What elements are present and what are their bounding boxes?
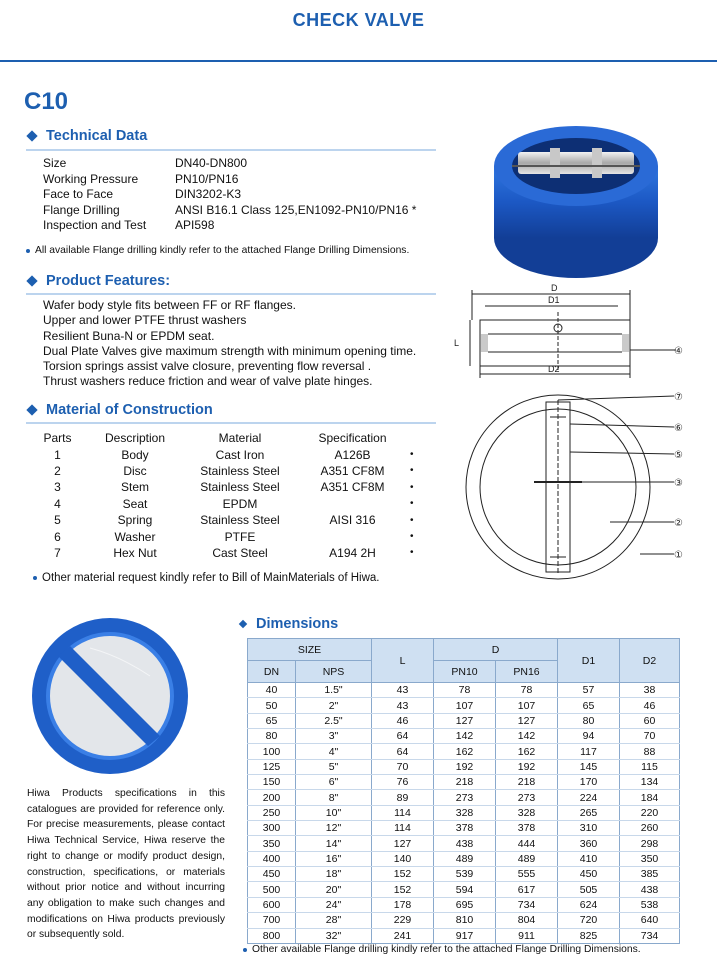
table-cell: 150 <box>248 775 296 790</box>
material-part: 6 <box>54 529 61 544</box>
table-cell: 600 <box>248 897 296 912</box>
material-row <box>30 479 424 495</box>
table-cell: 46 <box>372 713 434 728</box>
table-cell: 360 <box>558 836 620 851</box>
table-cell: 594 <box>434 882 496 897</box>
table-cell: 438 <box>620 882 680 897</box>
technical-data-heading <box>28 128 147 144</box>
table-cell: 28" <box>296 913 372 928</box>
table-cell: 489 <box>496 851 558 866</box>
material-title: Material of Construction <box>46 402 213 418</box>
table-cell: 162 <box>434 744 496 759</box>
table-cell: 16" <box>296 851 372 866</box>
material-spec: AISI 316 <box>329 513 376 528</box>
feature-item: Thrust washers reduce friction and wear of valve plate hinges. <box>43 374 373 389</box>
table-cell: 178 <box>372 897 434 912</box>
table-cell: 200 <box>248 790 296 805</box>
title-divider <box>0 60 717 62</box>
callout-4: ④ <box>674 346 683 357</box>
table-cell: 76 <box>372 775 434 790</box>
table-cell: 192 <box>434 759 496 774</box>
flange-note-text: All available Flange drilling kindly refer to the attached Flange Drilling Dimensions. <box>35 245 410 256</box>
page-title: CHECK VALVE <box>292 10 425 30</box>
col-parts: Parts <box>43 431 72 446</box>
table-cell: 18" <box>296 867 372 882</box>
features-list <box>43 298 416 390</box>
table-cell: 2" <box>296 698 372 713</box>
material-part: 4 <box>54 496 61 511</box>
table-cell: 170 <box>558 775 620 790</box>
header-d1: D1 <box>558 639 620 683</box>
table-cell: 5" <box>296 759 372 774</box>
material-table-header <box>30 430 424 446</box>
material-description: Stem <box>120 480 149 495</box>
material-row <box>30 496 424 512</box>
material-description: Disc <box>123 463 147 478</box>
spec-row <box>43 218 416 234</box>
table-cell: 114 <box>372 821 434 836</box>
table-cell: 43 <box>372 683 434 698</box>
material-material: Stainless Steel <box>200 463 280 478</box>
table-cell: 300 <box>248 821 296 836</box>
table-cell: 50 <box>248 698 296 713</box>
material-mark: • <box>410 514 414 526</box>
table-cell: 539 <box>434 867 496 882</box>
table-row <box>248 698 680 713</box>
table-row <box>248 790 680 805</box>
callout-6: ⑥ <box>674 423 683 434</box>
table-cell: 20" <box>296 882 372 897</box>
table-cell: 46 <box>620 698 680 713</box>
spec-label: Size <box>43 156 67 170</box>
table-cell: 250 <box>248 805 296 820</box>
table-cell: 117 <box>558 744 620 759</box>
table-cell: 6" <box>296 775 372 790</box>
dimensions-table <box>247 638 680 944</box>
table-cell: 220 <box>620 805 680 820</box>
table-cell: 505 <box>558 882 620 897</box>
table-cell: 328 <box>434 805 496 820</box>
table-cell: 40 <box>248 683 296 698</box>
table-row <box>248 759 680 774</box>
feature-item: Upper and lower PTFE thrust washers <box>43 313 247 328</box>
table-cell: 260 <box>620 821 680 836</box>
table-row <box>248 897 680 912</box>
table-cell: 127 <box>434 713 496 728</box>
table-cell: 43 <box>372 698 434 713</box>
table-cell: 224 <box>558 790 620 805</box>
table-cell: 2.5" <box>296 713 372 728</box>
table-cell: 273 <box>496 790 558 805</box>
header-dn: DN <box>248 661 296 683</box>
spec-value: ANSI B16.1 Class 125,EN1092-PN10/PN16 * <box>175 202 417 217</box>
material-material: Cast Iron <box>215 447 265 462</box>
table-cell: 378 <box>434 821 496 836</box>
material-material: Stainless Steel <box>200 480 280 495</box>
material-spec: A351 CF8M <box>320 480 385 495</box>
material-mark: • <box>410 531 414 543</box>
material-table <box>30 430 424 561</box>
material-note-text: Other material request kindly refer to Bill of MainMaterials of Hiwa. <box>42 572 380 584</box>
material-material: PTFE <box>224 529 256 544</box>
material-part: 7 <box>54 545 61 560</box>
table-cell: 10" <box>296 805 372 820</box>
table-cell: 12" <box>296 821 372 836</box>
table-cell: 107 <box>496 698 558 713</box>
material-description: Hex Nut <box>113 545 157 560</box>
table-cell: 378 <box>496 821 558 836</box>
table-cell: 218 <box>434 775 496 790</box>
heading-underline <box>26 149 436 151</box>
table-cell: 298 <box>620 836 680 851</box>
table-cell: 734 <box>620 928 680 943</box>
spec-label: Inspection and Test <box>43 218 147 233</box>
table-cell: 720 <box>558 913 620 928</box>
material-spec: A351 CF8M <box>320 463 385 478</box>
spec-label: Face to Face <box>43 187 114 202</box>
feature-item: Resilient Buna-N or EPDM seat. <box>43 328 215 343</box>
material-part: 5 <box>54 513 61 528</box>
table-cell: 400 <box>248 851 296 866</box>
header-size: SIZE <box>248 639 372 661</box>
table-cell: 385 <box>620 867 680 882</box>
table-row <box>248 713 680 728</box>
label-d1: D1 <box>548 295 560 305</box>
table-cell: 70 <box>372 759 434 774</box>
table-cell: 640 <box>620 913 680 928</box>
table-row <box>248 913 680 928</box>
table-cell: 152 <box>372 882 434 897</box>
material-description: Spring <box>117 513 153 528</box>
table-cell: 78 <box>434 683 496 698</box>
heading-underline <box>26 422 436 424</box>
model-code: C10 <box>24 88 69 115</box>
table-cell: 140 <box>372 851 434 866</box>
spec-value: DIN3202-K3 <box>175 187 242 202</box>
product-features-title: Product Features: <box>46 273 171 289</box>
material-part: 2 <box>54 463 61 478</box>
material-description: Body <box>121 447 149 462</box>
table-cell: 218 <box>496 775 558 790</box>
col-material: Material <box>218 431 262 446</box>
table-cell: 32" <box>296 928 372 943</box>
material-heading <box>28 402 213 418</box>
table-cell: 125 <box>248 759 296 774</box>
table-cell: 152 <box>372 867 434 882</box>
dimensions-title: Dimensions <box>256 616 339 632</box>
table-cell: 184 <box>620 790 680 805</box>
table-cell: 229 <box>372 913 434 928</box>
table-row <box>248 744 680 759</box>
table-cell: 64 <box>372 729 434 744</box>
table-cell: 100 <box>248 744 296 759</box>
material-description: Seat <box>122 496 148 511</box>
table-cell: 80 <box>248 729 296 744</box>
callout-3: ③ <box>674 478 683 489</box>
material-note <box>33 572 379 584</box>
table-cell: 88 <box>620 744 680 759</box>
header-d: D <box>434 639 558 661</box>
table-cell: 114 <box>372 805 434 820</box>
spec-row <box>43 203 416 219</box>
table-cell: 438 <box>434 836 496 851</box>
table-cell: 89 <box>372 790 434 805</box>
table-cell: 4" <box>296 744 372 759</box>
table-row <box>248 683 680 698</box>
table-row <box>248 928 680 943</box>
spec-value: PN10/PN16 <box>175 171 239 186</box>
material-row <box>30 463 424 479</box>
table-row <box>248 882 680 897</box>
table-cell: 800 <box>248 928 296 943</box>
table-cell: 328 <box>496 805 558 820</box>
table-cell: 450 <box>248 867 296 882</box>
bullet-dot-icon <box>33 576 37 580</box>
product-features-heading <box>28 273 170 289</box>
header-pn10: PN10 <box>434 661 496 683</box>
table-cell: 265 <box>558 805 620 820</box>
dimensions-heading <box>240 616 338 632</box>
disclaimer-text: Hiwa Products specifications in this catalogues are provided for reference only. For precise measurements, please contact Hiwa Technical Service, Hiwa reserve the right to change or modify product design, construction, specifications, or materials without prior notice and without incurring any obligation to make such changes and modifications on Hiwa products previously or subsequently sold. <box>27 788 225 941</box>
feature-item: Wafer body style fits between FF or RF flanges. <box>43 298 296 312</box>
heading-underline <box>26 293 436 295</box>
material-mark: • <box>410 547 414 559</box>
header-d2: D2 <box>620 639 680 683</box>
table-cell: 695 <box>434 897 496 912</box>
col-description: Description <box>104 431 166 446</box>
header-nps: NPS <box>296 661 372 683</box>
material-part: 3 <box>54 480 61 495</box>
table-cell: 538 <box>620 897 680 912</box>
table-row <box>248 775 680 790</box>
material-part: 1 <box>54 447 61 462</box>
diamond-bullet-icon <box>26 404 37 415</box>
label-l: L <box>454 338 460 348</box>
table-cell: 241 <box>372 928 434 943</box>
valve-photo <box>488 118 664 283</box>
table-row <box>248 867 680 882</box>
col-specification: Specification <box>318 431 387 446</box>
table-cell: 65 <box>248 713 296 728</box>
diamond-bullet-icon <box>26 275 37 286</box>
spec-row <box>43 156 416 172</box>
material-row <box>30 528 424 544</box>
spec-label: Flange Drilling <box>43 202 120 217</box>
material-mark: • <box>410 498 414 510</box>
spec-label: Working Pressure <box>43 171 139 186</box>
label-d: D <box>551 283 558 293</box>
diamond-bullet-icon <box>26 130 37 141</box>
table-cell: 94 <box>558 729 620 744</box>
spec-value: DN40-DN800 <box>175 156 248 170</box>
callout-2: ② <box>674 518 683 529</box>
callout-1: ① <box>674 550 683 561</box>
material-spec: A194 2H <box>329 545 376 560</box>
table-cell: 192 <box>496 759 558 774</box>
bullet-dot-icon <box>26 249 30 253</box>
table-cell: 127 <box>372 836 434 851</box>
table-cell: 273 <box>434 790 496 805</box>
table-cell: 60 <box>620 713 680 728</box>
spec-row <box>43 172 416 188</box>
table-cell: 500 <box>248 882 296 897</box>
table-cell: 489 <box>434 851 496 866</box>
table-cell: 134 <box>620 775 680 790</box>
feature-item: Dual Plate Valves give maximum strength with minimum opening time. <box>43 343 417 358</box>
table-row <box>248 821 680 836</box>
material-mark: • <box>410 465 414 477</box>
table-cell: 107 <box>434 698 496 713</box>
callout-7: ⑦ <box>674 392 683 403</box>
dimensions-note <box>243 944 641 955</box>
material-spec: A126B <box>334 447 371 462</box>
table-row <box>248 729 680 744</box>
material-mark: • <box>410 449 414 461</box>
bullet-dot-icon <box>243 948 247 952</box>
material-row <box>30 545 424 561</box>
table-cell: 57 <box>558 683 620 698</box>
table-cell: 127 <box>496 713 558 728</box>
table-cell: 911 <box>496 928 558 943</box>
material-row <box>30 512 424 528</box>
label-d2: D2 <box>548 364 560 374</box>
table-row <box>248 836 680 851</box>
table-cell: 14" <box>296 836 372 851</box>
table-cell: 64 <box>372 744 434 759</box>
material-row <box>30 446 424 462</box>
table-cell: 350 <box>620 851 680 866</box>
table-cell: 624 <box>558 897 620 912</box>
table-row <box>248 851 680 866</box>
table-cell: 310 <box>558 821 620 836</box>
header-l: L <box>372 639 434 683</box>
material-material: Cast Steel <box>212 545 268 560</box>
technical-data-table <box>43 156 416 234</box>
feature-item: Torsion springs assist valve closure, preventing flow reversal . <box>43 359 372 374</box>
spec-value: API598 <box>175 218 215 233</box>
table-cell: 142 <box>434 729 496 744</box>
callout-5: ⑤ <box>674 450 683 461</box>
table-cell: 142 <box>496 729 558 744</box>
table-cell: 450 <box>558 867 620 882</box>
table-cell: 917 <box>434 928 496 943</box>
table-cell: 162 <box>496 744 558 759</box>
diamond-bullet-icon <box>239 620 247 628</box>
table-cell: 38 <box>620 683 680 698</box>
table-cell: 70 <box>620 729 680 744</box>
table-cell: 78 <box>496 683 558 698</box>
table-cell: 700 <box>248 913 296 928</box>
table-cell: 350 <box>248 836 296 851</box>
table-cell: 825 <box>558 928 620 943</box>
table-cell: 80 <box>558 713 620 728</box>
table-cell: 145 <box>558 759 620 774</box>
header-pn16: PN16 <box>496 661 558 683</box>
table-cell: 1.5" <box>296 683 372 698</box>
material-description: Washer <box>114 529 156 544</box>
table-row <box>248 805 680 820</box>
table-cell: 410 <box>558 851 620 866</box>
table-cell: 810 <box>434 913 496 928</box>
material-material: Stainless Steel <box>200 513 280 528</box>
spec-row <box>43 187 416 203</box>
valve-disc-photo <box>30 616 190 776</box>
material-material: EPDM <box>222 496 258 511</box>
table-cell: 8" <box>296 790 372 805</box>
technical-data-title: Technical Data <box>46 128 148 144</box>
material-mark: • <box>410 481 414 493</box>
table-cell: 555 <box>496 867 558 882</box>
table-cell: 24" <box>296 897 372 912</box>
dimensions-note-text: Other available Flange drilling kindly refer to the attached Flange Drilling Dimensions. <box>252 944 641 955</box>
table-cell: 115 <box>620 759 680 774</box>
flange-note <box>26 245 409 256</box>
table-cell: 617 <box>496 882 558 897</box>
table-cell: 804 <box>496 913 558 928</box>
table-cell: 734 <box>496 897 558 912</box>
table-cell: 3" <box>296 729 372 744</box>
table-cell: 65 <box>558 698 620 713</box>
valve-drawing <box>450 282 700 582</box>
table-cell: 444 <box>496 836 558 851</box>
